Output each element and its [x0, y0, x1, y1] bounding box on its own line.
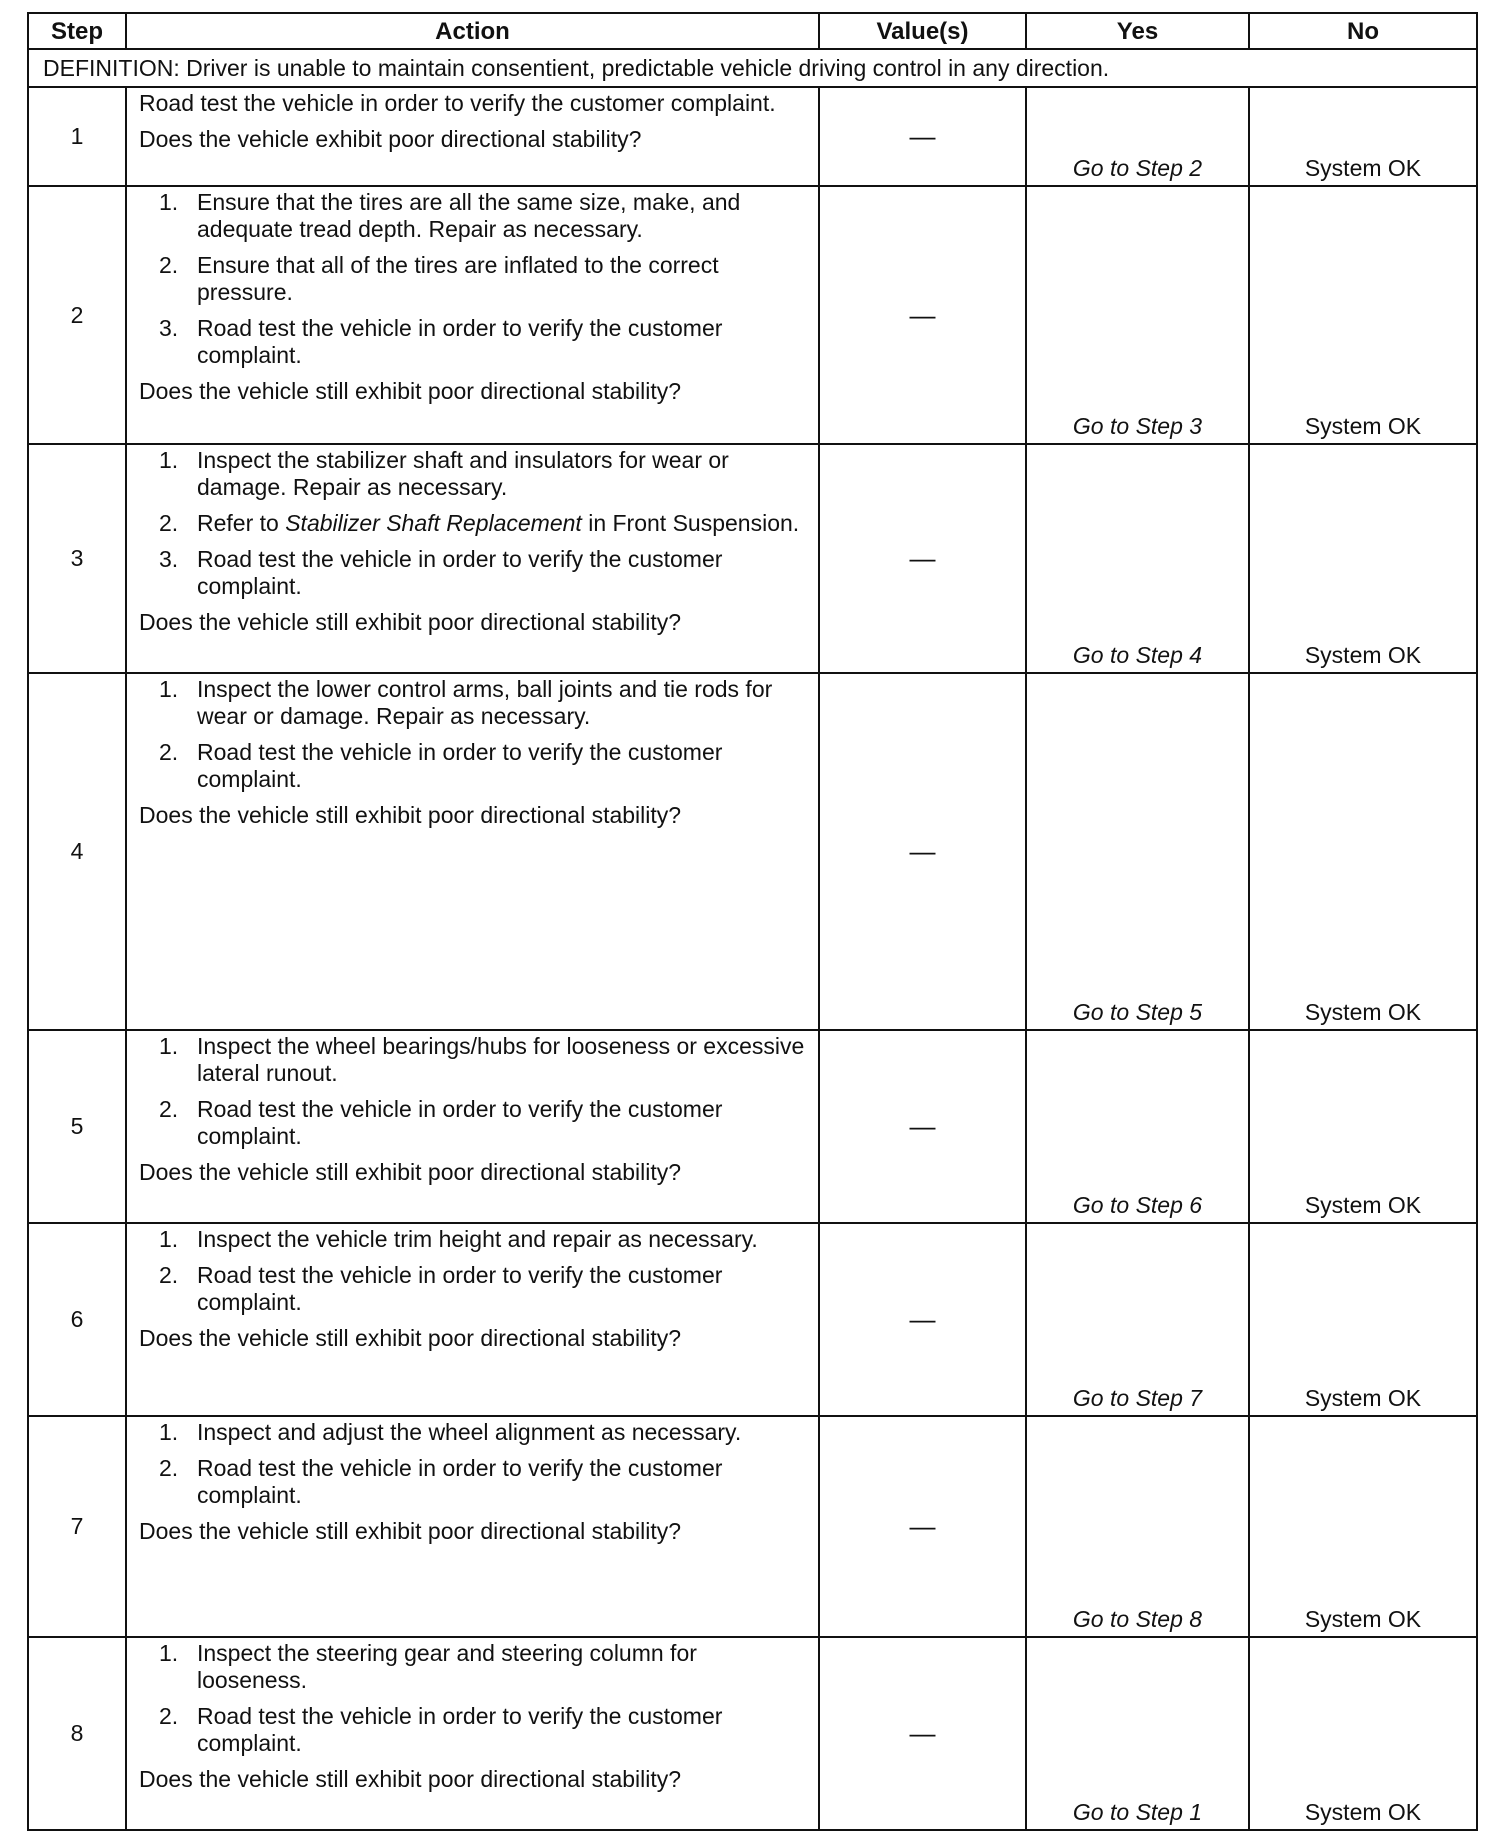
- value-cell: —: [819, 87, 1026, 186]
- step-row: [28, 1223, 1477, 1416]
- action-intro: Road test the vehicle in order to verify the customer complaint.: [139, 90, 776, 116]
- substep: [139, 546, 806, 600]
- action-cell: [126, 1030, 819, 1223]
- substep: [139, 1419, 806, 1446]
- step-row: [28, 673, 1477, 1030]
- yes-goto: Go to Step 2: [1026, 87, 1249, 186]
- substep: [139, 1226, 806, 1253]
- substep: [139, 252, 806, 306]
- substep: [139, 315, 806, 369]
- step-question: Does the vehicle still exhibit poor directional stability?: [139, 1325, 682, 1351]
- substep-list: [139, 1226, 806, 1316]
- action-cell: [126, 186, 819, 444]
- substep: [139, 189, 806, 243]
- step-number: 3: [28, 444, 126, 673]
- step-number: 4: [28, 673, 126, 1030]
- step-number: 2: [28, 186, 126, 444]
- substep-text: Road test the vehicle in order to verify the customer complaint.: [197, 739, 723, 792]
- substep: [139, 1703, 806, 1757]
- substep: [139, 510, 806, 537]
- substep-text: Road test the vehicle in order to verify the customer complaint.: [197, 1262, 723, 1315]
- definition-text: DEFINITION: Driver is unable to maintain consentient, predictable vehicle driving control in any direction.: [28, 49, 1477, 87]
- substep-text: Road test the vehicle in order to verify the customer complaint.: [197, 546, 723, 599]
- substep-number: 2.: [159, 1096, 179, 1122]
- substep-number: 3.: [159, 315, 179, 341]
- substep-number: 2.: [159, 252, 179, 278]
- action-cell: [126, 444, 819, 673]
- value-cell: —: [819, 1637, 1026, 1830]
- no-result: System OK: [1249, 1030, 1477, 1223]
- yes-goto: Go to Step 4: [1026, 444, 1249, 673]
- substep-number: 1.: [159, 676, 179, 702]
- value-cell: —: [819, 444, 1026, 673]
- substep-text: Road test the vehicle in order to verify the customer complaint.: [197, 315, 723, 368]
- value-cell: —: [819, 673, 1026, 1030]
- diagnostic-table: [27, 12, 1478, 1831]
- substep-number: 1.: [159, 1033, 179, 1059]
- substep-text: Refer to: [197, 510, 286, 536]
- step-row: [28, 186, 1477, 444]
- substep: [139, 1033, 806, 1087]
- step-number: 6: [28, 1223, 126, 1416]
- substep-number: 2.: [159, 739, 179, 765]
- step-question: Does the vehicle exhibit poor directional stability?: [139, 126, 642, 152]
- action-cell: [126, 1416, 819, 1637]
- substep-list: [139, 1419, 806, 1509]
- step-row: [28, 1030, 1477, 1223]
- yes-goto: Go to Step 7: [1026, 1223, 1249, 1416]
- header-yes: Yes: [1026, 13, 1249, 49]
- step-row: [28, 444, 1477, 673]
- step-row: [28, 87, 1477, 186]
- header-values: Value(s): [819, 13, 1026, 49]
- step-question: Does the vehicle still exhibit poor directional stability?: [139, 378, 682, 404]
- value-cell: —: [819, 1030, 1026, 1223]
- step-question: Does the vehicle still exhibit poor directional stability?: [139, 1518, 682, 1544]
- substep-list: [139, 676, 806, 793]
- no-result: System OK: [1249, 87, 1477, 186]
- step-row: [28, 1416, 1477, 1637]
- procedure-reference: Stabilizer Shaft Replacement: [285, 510, 582, 536]
- substep-text: Ensure that all of the tires are inflated to the correct pressure.: [197, 252, 719, 305]
- yes-goto: Go to Step 5: [1026, 673, 1249, 1030]
- step-question: Does the vehicle still exhibit poor directional stability?: [139, 1766, 682, 1792]
- substep: [139, 1262, 806, 1316]
- substep-text: Road test the vehicle in order to verify the customer complaint.: [197, 1096, 723, 1149]
- header-row: [28, 13, 1477, 49]
- no-result: System OK: [1249, 186, 1477, 444]
- step-question: Does the vehicle still exhibit poor directional stability?: [139, 609, 682, 635]
- substep-number: 1.: [159, 1419, 179, 1445]
- substep-text: Inspect and adjust the wheel alignment as necessary.: [197, 1419, 742, 1445]
- step-number: 8: [28, 1637, 126, 1830]
- substep-text: Road test the vehicle in order to verify the customer complaint.: [197, 1455, 723, 1508]
- substep-number: 1.: [159, 1226, 179, 1252]
- substep-number: 2.: [159, 510, 179, 536]
- step-question: Does the vehicle still exhibit poor directional stability?: [139, 802, 682, 828]
- substep: [139, 1640, 806, 1694]
- substep: [139, 1096, 806, 1150]
- yes-goto: Go to Step 8: [1026, 1416, 1249, 1637]
- step-number: 5: [28, 1030, 126, 1223]
- step-question: Does the vehicle still exhibit poor directional stability?: [139, 1159, 682, 1185]
- substep-number: 1.: [159, 189, 179, 215]
- no-result: System OK: [1249, 1416, 1477, 1637]
- substep-list: [139, 1640, 806, 1757]
- substep: [139, 1455, 806, 1509]
- action-cell: [126, 87, 819, 186]
- no-result: System OK: [1249, 1637, 1477, 1830]
- header-step: Step: [28, 13, 126, 49]
- substep-number: 2.: [159, 1703, 179, 1729]
- substep-text: Inspect the steering gear and steering column for looseness.: [197, 1640, 697, 1693]
- action-cell: [126, 673, 819, 1030]
- substep-list: [139, 447, 806, 600]
- substep-text: Ensure that the tires are all the same size, make, and adequate tread depth. Repair as necessary.: [197, 189, 741, 242]
- value-cell: —: [819, 1416, 1026, 1637]
- substep-number: 1.: [159, 1640, 179, 1666]
- step-number: 7: [28, 1416, 126, 1637]
- substep-text: in Front Suspension.: [581, 510, 800, 536]
- action-cell: [126, 1223, 819, 1416]
- no-result: System OK: [1249, 1223, 1477, 1416]
- no-result: System OK: [1249, 444, 1477, 673]
- substep-text: Inspect the vehicle trim height and repair as necessary.: [197, 1226, 758, 1252]
- action-cell: [126, 1637, 819, 1830]
- yes-goto: Go to Step 1: [1026, 1637, 1249, 1830]
- substep-text: Road test the vehicle in order to verify the customer complaint.: [197, 1703, 723, 1756]
- substep: [139, 739, 806, 793]
- substep-list: [139, 1033, 806, 1150]
- substep-number: 2.: [159, 1262, 179, 1288]
- substep-number: 1.: [159, 447, 179, 473]
- step-row: [28, 1637, 1477, 1830]
- yes-goto: Go to Step 3: [1026, 186, 1249, 444]
- definition-row: [28, 49, 1477, 87]
- substep-number: 2.: [159, 1455, 179, 1481]
- substep-list: [139, 189, 806, 369]
- substep-text: Inspect the wheel bearings/hubs for looseness or excessive lateral runout.: [197, 1033, 805, 1086]
- yes-goto: Go to Step 6: [1026, 1030, 1249, 1223]
- no-result: System OK: [1249, 673, 1477, 1030]
- value-cell: —: [819, 1223, 1026, 1416]
- substep: [139, 676, 806, 730]
- substep-text: Inspect the stabilizer shaft and insulators for wear or damage. Repair as necessary.: [197, 447, 729, 500]
- step-number: 1: [28, 87, 126, 186]
- substep: [139, 447, 806, 501]
- substep-text: Inspect the lower control arms, ball joints and tie rods for wear or damage. Repair as necessary.: [197, 676, 773, 729]
- substep-number: 3.: [159, 546, 179, 572]
- header-action: Action: [126, 13, 819, 49]
- value-cell: —: [819, 186, 1026, 444]
- header-no: No: [1249, 13, 1477, 49]
